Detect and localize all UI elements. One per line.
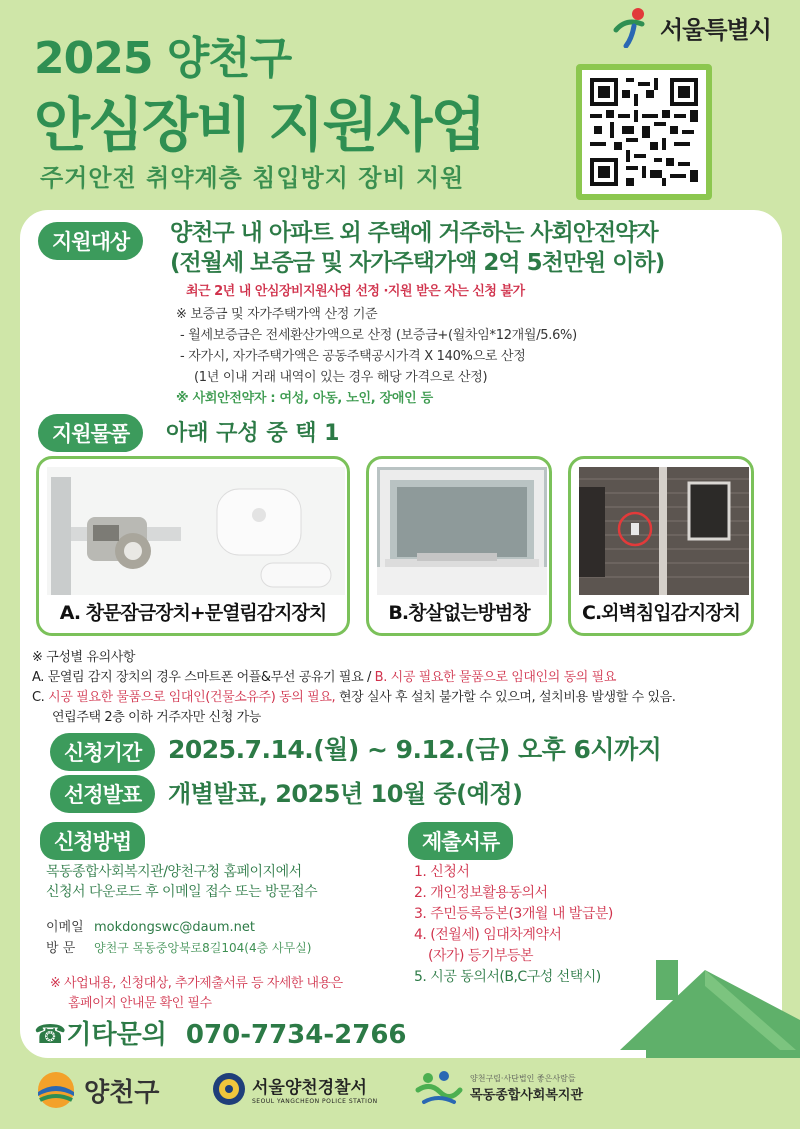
- doc-item: 2. 개인정보활용동의서: [414, 885, 548, 901]
- qr-code-icon: [590, 78, 698, 186]
- police-english: SEOUL YANGCHEON POLICE STATION: [252, 1098, 378, 1105]
- doc-item: 1. 신청서: [414, 864, 470, 880]
- apply-method: [46, 862, 317, 902]
- precautions-title: ※ 구성별 유의사항: [32, 650, 136, 665]
- visit-label: 방 문: [46, 941, 76, 956]
- doc-item: 5. 시공 동의서(B,C구성 선택시): [414, 969, 601, 985]
- target-line-2: (전월세 보증금 및 자가주택가액 2억 5천만원 이하): [170, 250, 665, 276]
- precautions: [32, 648, 676, 728]
- welfare-emblem-icon: [414, 1066, 464, 1110]
- criteria-block: [176, 304, 577, 409]
- email-label: 이메일: [46, 920, 84, 935]
- seoul-logo-text: 서울특별시: [660, 15, 771, 44]
- precaution-c-prefix: C.: [32, 690, 49, 705]
- yangcheon-emblem-icon: [34, 1070, 78, 1110]
- police-name: 서울양천경찰서: [252, 1078, 367, 1098]
- window-guard-illustration: [377, 467, 547, 595]
- welfare-name: 목동종합사회복지관: [470, 1088, 584, 1103]
- welfare-logo: [414, 1066, 583, 1110]
- apply-label: 신청방법: [40, 822, 145, 860]
- target-description: [170, 218, 664, 278]
- criteria-item: - 자가시, 자가주택가액은 공동주택공시가격 X 140%으로 산정: [180, 349, 526, 364]
- subtitle: 주거안전 취약계층 침입방지 장비 지원: [40, 164, 465, 192]
- criteria-item: (1년 이내 거래 내역이 있는 경우 해당 가격으로 산정): [194, 370, 488, 385]
- year-title: 2025 양천구: [34, 33, 292, 84]
- welfare-text: [470, 1073, 583, 1103]
- criteria-title: ※ 보증금 및 자가주택가액 산정 기준: [176, 307, 378, 322]
- visit-address: 양천구 목동중앙북로8길104(4층 사무실): [94, 941, 312, 955]
- wall-sensor-image: [579, 467, 743, 595]
- target-line-1: 양천구 내 아파트 외 주택에 거주하는 사회안전약자: [170, 220, 658, 246]
- police-text: [252, 1073, 378, 1105]
- welfare-sub: 양천구립·사단법인 좋은사람들: [470, 1074, 576, 1083]
- item-card-a: [36, 456, 350, 636]
- item-label-c: C.외벽침입감지장치: [582, 602, 740, 624]
- apply-line-2: 신청서 다운로드 후 이메일 접수 또는 방문접수: [46, 884, 318, 900]
- period-label: 신청기간: [50, 733, 155, 771]
- email-row: [46, 918, 311, 938]
- phone-number[interactable]: 070-7734-2766: [185, 1020, 407, 1050]
- target-label: 지원대상: [38, 222, 143, 260]
- yangcheon-name: 양천구: [84, 1077, 160, 1108]
- precaution-b-text: B. 시공 필요한 물품으로 임대인의 동의 필요: [374, 670, 617, 685]
- apply-note-2: 홈페이지 안내문 확인 필수: [68, 996, 212, 1011]
- items-title: 아래 구성 중 택 1: [166, 421, 340, 446]
- main-title: 안심장비 지원사업: [34, 91, 485, 159]
- contact-info: [46, 918, 311, 959]
- item-card-c: [568, 456, 754, 636]
- vulnerable-definition: ※ 사회안전약자 : 여성, 아동, 노인, 장애인 등: [176, 391, 433, 406]
- police-logo: [212, 1070, 378, 1108]
- apply-note: [50, 974, 343, 1014]
- doc-item: (자가) 등기부등본: [428, 948, 534, 964]
- target-restriction-note: 최근 2년 내 안심장비지원사업 선정 ·지원 받은 자는 신청 불가: [186, 284, 525, 299]
- precaution-c-text: 현장 실사 후 설치 불가할 수 있으며, 설치비용 발생할 수 있음.: [335, 690, 676, 705]
- item-label-a: A. 창문잠금장치+문열림감지장치: [59, 602, 327, 624]
- window-lock-image: [47, 467, 339, 595]
- police-emblem-icon: [212, 1070, 246, 1108]
- item-label-b: B.창살없는방범창: [388, 602, 530, 624]
- visit-row: [46, 938, 311, 959]
- precaution-c-red: 시공 필요한 물품으로 임대인(건물소유주) 동의 필요,: [48, 690, 336, 705]
- item-card-b: [366, 456, 552, 636]
- seoul-logo: [612, 6, 771, 48]
- precaution-c-line2: 연립주택 2층 이하 거주자만 신청 가능: [52, 710, 261, 725]
- doc-item: 3. 주민등록등본(3개월 내 발급분): [414, 906, 613, 922]
- phone-label: ☎기타문의: [34, 1020, 167, 1050]
- phone-contact: [34, 1014, 407, 1051]
- precaution-c: [32, 688, 676, 708]
- docs-list: [414, 862, 613, 988]
- items-label: 지원물품: [38, 414, 143, 452]
- period-value: 2025.7.14.(월) ~ 9.12.(금) 오후 6시까지: [168, 735, 662, 764]
- apply-line-1: 목동종합사회복지관/양천구청 홈페이지에서: [46, 864, 302, 880]
- announce-label: 선정발표: [50, 775, 155, 813]
- criteria-item: - 월세보증금은 전세환산가액으로 산정 (보증금+(월차임*12개월/5.6%): [180, 328, 577, 343]
- window-guard-image: [377, 467, 541, 595]
- seoul-logo-icon: [612, 6, 654, 48]
- email-link[interactable]: mokdongswc@daum.net: [94, 920, 255, 935]
- docs-label: 제출서류: [408, 822, 513, 860]
- announce-value: 개별발표, 2025년 10월 중(예정): [168, 780, 523, 808]
- doc-item: 4. (전월세) 임대차계약서: [414, 927, 562, 943]
- precaution-a: [32, 668, 676, 688]
- yangcheon-logo: [34, 1070, 159, 1110]
- qr-code[interactable]: [576, 64, 712, 200]
- window-lock-illustration: [47, 467, 345, 595]
- apply-note-1: ※ 사업내용, 신청대상, 추가제출서류 등 자세한 내용은: [50, 976, 343, 991]
- wall-sensor-illustration: [579, 467, 749, 595]
- precaution-a-text: A. 문열림 감지 장치의 경우 스마트폰 어플&무선 공유기 필요 /: [32, 670, 375, 685]
